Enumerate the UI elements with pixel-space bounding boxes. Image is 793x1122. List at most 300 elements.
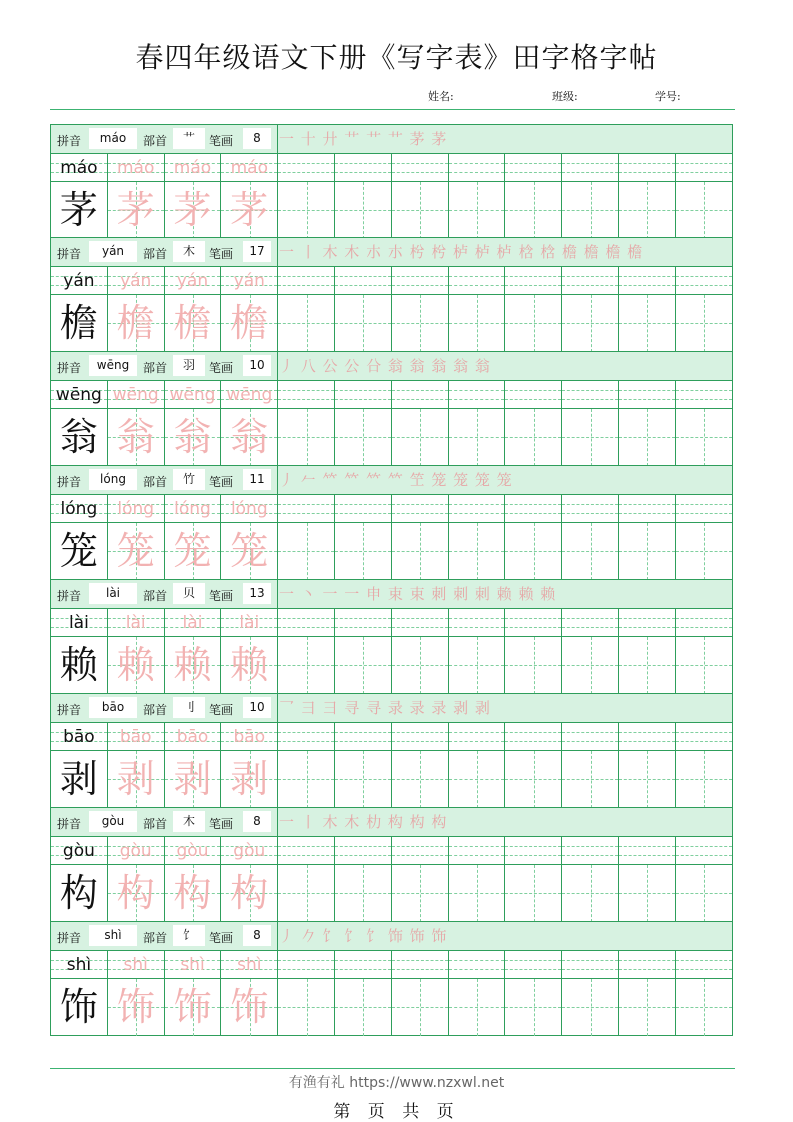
stroke-order-sequence: 一 丨 木 木 朸 构 构 构 (279, 813, 448, 831)
pinyin-cell (619, 495, 676, 522)
pinyin-cell (221, 723, 278, 750)
pinyin-practice-row (51, 837, 732, 865)
character-practice-row (51, 523, 732, 580)
character-practice-row (51, 979, 732, 1036)
pinyin-trace: lóng (117, 499, 155, 519)
radical-value: 刂 (173, 697, 205, 718)
pinyin-cell (165, 951, 222, 978)
character-trace: 构 (230, 871, 269, 915)
pinyin-cell (108, 381, 165, 408)
tian-grid-cell (335, 865, 392, 922)
tian-grid-cell (278, 751, 335, 808)
tian-grid-cell (278, 523, 335, 580)
pinyin-cell (392, 154, 449, 181)
tian-grid-cell (449, 751, 506, 808)
character-block (50, 580, 733, 694)
pinyin-cell (278, 495, 335, 522)
pinyin-trace: wēng (226, 385, 273, 405)
footer-site: 有渔有礼 https://www.nzxwl.net (288, 1075, 505, 1091)
character-model: 赖 (59, 643, 98, 687)
pinyin-value: shì (89, 925, 137, 946)
character-practice-row (51, 751, 732, 808)
pinyin-cell (335, 267, 392, 294)
stroke-count-value: 8 (243, 925, 271, 946)
tian-grid-cell (619, 751, 676, 808)
pinyin-trace: wēng (169, 385, 216, 405)
character-model: 剥 (59, 757, 98, 801)
tian-grid-cell (278, 979, 335, 1036)
tian-grid-cell (392, 637, 449, 694)
pinyin-trace: lài (182, 613, 203, 633)
pinyin-label: 拼音 (57, 589, 82, 603)
pinyin-cell (505, 154, 562, 181)
pinyin-cell (505, 837, 562, 864)
tian-grid-cell (505, 979, 562, 1036)
character-model-cell (51, 979, 108, 1036)
pinyin-label: 拼音 (57, 361, 82, 375)
tian-grid-cell (221, 523, 278, 580)
pinyin-cell (562, 837, 619, 864)
info-separator (277, 808, 278, 836)
pinyin-cell (562, 951, 619, 978)
character-trace: 赖 (116, 643, 155, 687)
pinyin-trace: lài (125, 613, 146, 633)
tian-grid-cell (505, 751, 562, 808)
pinyin-cell (165, 381, 222, 408)
pinyin-model: lài (68, 613, 89, 633)
character-model: 构 (59, 871, 98, 915)
radical-label: 部首 (143, 817, 168, 831)
pinyin-cell (562, 154, 619, 181)
tian-grid-cell (562, 523, 619, 580)
tian-grid-cell (562, 637, 619, 694)
pinyin-cell (619, 267, 676, 294)
tian-grid-cell (278, 182, 335, 239)
character-model: 笼 (59, 529, 98, 573)
stroke-count-value: 13 (243, 583, 271, 604)
info-separator (277, 922, 278, 950)
class-label: 班级: (552, 90, 578, 103)
pinyin-model: bāo (63, 727, 95, 747)
character-practice-row (51, 865, 732, 922)
tian-grid-cell (278, 295, 335, 352)
pinyin-cell (392, 609, 449, 636)
pinyin-cell (505, 951, 562, 978)
pinyin-cell (505, 723, 562, 750)
pinyin-trace: gòu (233, 841, 266, 861)
pinyin-cell (562, 495, 619, 522)
pinyin-cell (165, 837, 222, 864)
pinyin-cell (108, 609, 165, 636)
tian-grid-cell (335, 751, 392, 808)
character-model: 饰 (59, 985, 98, 1029)
stroke-order-sequence: 丿 𠂊 饣 饣 饣 饰 饰 饰 (279, 927, 448, 945)
tian-grid-cell (676, 409, 733, 466)
stroke-order-sequence: 一 丨 木 木 朩 朩 枍 枍 栌 栌 栌 梒 梒 檐 檐 檐 檐 (279, 243, 644, 261)
pinyin-trace: gòu (119, 841, 152, 861)
tian-grid-cell (505, 409, 562, 466)
pinyin-practice-row (51, 381, 732, 409)
pinyin-cell (619, 951, 676, 978)
pinyin-cell (676, 951, 733, 978)
tian-grid-cell (562, 409, 619, 466)
character-trace: 剥 (173, 757, 212, 801)
tian-grid-cell (676, 751, 733, 808)
tian-grid-cell (392, 523, 449, 580)
pinyin-model-cell (51, 495, 108, 522)
character-info-bar (51, 694, 732, 723)
pinyin-cell (676, 609, 733, 636)
tian-grid-cell (335, 409, 392, 466)
tian-grid-cell (676, 182, 733, 239)
pinyin-value: lóng (89, 469, 137, 490)
student-info-row (0, 88, 793, 108)
character-trace: 檐 (230, 301, 269, 345)
tian-grid-cell (449, 409, 506, 466)
pinyin-trace: shì (180, 955, 205, 975)
pinyin-cell (392, 951, 449, 978)
character-trace: 笼 (230, 529, 269, 573)
tian-grid-cell (221, 751, 278, 808)
character-trace: 翁 (116, 415, 155, 459)
tian-grid-cell (165, 979, 222, 1036)
stroke-count-value: 8 (243, 128, 271, 149)
info-separator (277, 694, 278, 722)
pinyin-label: 拼音 (57, 134, 82, 148)
tian-grid-cell (335, 637, 392, 694)
pinyin-cell (562, 723, 619, 750)
pinyin-cell (505, 381, 562, 408)
pinyin-value: yán (89, 241, 137, 262)
tian-grid-cell (108, 979, 165, 1036)
stroke-count-label: 笔画 (209, 361, 234, 375)
radical-label: 部首 (143, 247, 168, 261)
pinyin-cell (676, 723, 733, 750)
tian-grid-cell (505, 637, 562, 694)
stroke-count-label: 笔画 (209, 134, 234, 148)
stroke-count-value: 10 (243, 697, 271, 718)
character-model-cell (51, 409, 108, 466)
tian-grid-cell (165, 751, 222, 808)
pinyin-trace: lóng (230, 499, 268, 519)
pinyin-trace: bāo (176, 727, 209, 747)
pinyin-trace: lóng (174, 499, 211, 519)
pinyin-practice-row (51, 154, 732, 182)
tian-grid-cell (619, 637, 676, 694)
pinyin-model: lóng (60, 499, 98, 519)
header-divider (50, 109, 735, 110)
tian-grid-cell (165, 637, 222, 694)
info-separator (277, 352, 278, 380)
tian-grid-cell (619, 295, 676, 352)
character-practice-row (51, 295, 732, 352)
pinyin-cell (619, 723, 676, 750)
tian-grid-cell (108, 409, 165, 466)
stroke-count-label: 笔画 (209, 475, 234, 489)
character-info-bar (51, 808, 732, 837)
pinyin-cell (392, 381, 449, 408)
character-block (50, 466, 733, 580)
pinyin-cell (676, 495, 733, 522)
tian-grid-cell (392, 979, 449, 1036)
pinyin-cell (449, 495, 506, 522)
pinyin-cell (165, 723, 222, 750)
character-model-cell (51, 295, 108, 352)
character-practice-row (51, 637, 732, 694)
tian-grid-cell (562, 295, 619, 352)
pinyin-cell (449, 267, 506, 294)
pinyin-cell (108, 951, 165, 978)
radical-value: 饣 (173, 925, 205, 946)
pinyin-cell (449, 951, 506, 978)
pinyin-cell (562, 609, 619, 636)
tian-grid-cell (619, 865, 676, 922)
pinyin-cell (221, 267, 278, 294)
pinyin-model-cell (51, 609, 108, 636)
character-trace: 翁 (173, 415, 212, 459)
pinyin-practice-row (51, 495, 732, 523)
pinyin-cell (619, 381, 676, 408)
pinyin-cell (108, 495, 165, 522)
character-practice-row (51, 182, 732, 239)
info-separator (277, 125, 278, 153)
pinyin-cell (392, 267, 449, 294)
character-model-cell (51, 865, 108, 922)
pinyin-model-cell (51, 381, 108, 408)
pinyin-cell (449, 609, 506, 636)
pinyin-cell (221, 609, 278, 636)
tian-grid-cell (562, 182, 619, 239)
pinyin-cell (278, 267, 335, 294)
pinyin-cell (392, 837, 449, 864)
character-model: 檐 (59, 301, 98, 345)
info-separator (277, 580, 278, 608)
tian-grid-cell (619, 979, 676, 1036)
pinyin-model-cell (51, 154, 108, 181)
tian-grid-cell (676, 637, 733, 694)
pinyin-cell (619, 837, 676, 864)
tian-grid-cell (562, 751, 619, 808)
tian-grid-cell (221, 295, 278, 352)
tian-grid-cell (221, 979, 278, 1036)
tian-grid-cell (449, 523, 506, 580)
pinyin-model: gòu (62, 841, 95, 861)
character-trace: 饰 (173, 985, 212, 1029)
stroke-count-label: 笔画 (209, 589, 234, 603)
pinyin-cell (108, 267, 165, 294)
character-practice-row (51, 409, 732, 466)
tian-grid-cell (221, 182, 278, 239)
radical-label: 部首 (143, 589, 168, 603)
pinyin-cell (278, 609, 335, 636)
pinyin-trace: máo (230, 158, 268, 178)
character-trace: 笼 (116, 529, 155, 573)
pinyin-cell (221, 951, 278, 978)
pinyin-trace: shì (123, 955, 148, 975)
character-info-bar (51, 922, 732, 951)
stroke-order-sequence: 丿 八 公 公 㕣 翁 翁 翁 翁 翁 (279, 357, 491, 375)
tian-grid-cell (676, 295, 733, 352)
pinyin-model: wēng (55, 385, 102, 405)
tian-grid-cell (676, 523, 733, 580)
pinyin-cell (335, 951, 392, 978)
pinyin-cell (335, 609, 392, 636)
tian-grid-cell (221, 409, 278, 466)
radical-value: 羽 (173, 355, 205, 376)
pinyin-cell (619, 609, 676, 636)
character-block (50, 238, 733, 352)
stroke-count-label: 笔画 (209, 703, 234, 717)
tian-grid-cell (165, 865, 222, 922)
tian-grid-cell (562, 979, 619, 1036)
pinyin-value: gòu (89, 811, 137, 832)
stroke-order-sequence: 丿 𠂉 𥫗 𥫗 𥫗 𥫗 笁 笼 笼 笼 笼 (279, 471, 513, 489)
pinyin-trace: lài (239, 613, 260, 633)
character-trace: 翁 (230, 415, 269, 459)
stroke-count-value: 10 (243, 355, 271, 376)
pinyin-model-cell (51, 837, 108, 864)
pinyin-value: wēng (89, 355, 137, 376)
radical-label: 部首 (143, 361, 168, 375)
pinyin-cell (278, 723, 335, 750)
tian-grid-cell (221, 637, 278, 694)
tian-grid-cell (108, 751, 165, 808)
radical-value: 艹 (173, 128, 205, 149)
tian-grid-cell (108, 523, 165, 580)
stroke-order-sequence: 乛 彐 彐 寻 寻 录 录 录 剥 剥 (279, 699, 491, 717)
tian-grid-cell (619, 409, 676, 466)
stroke-count-value: 17 (243, 241, 271, 262)
tian-grid-cell (505, 865, 562, 922)
pinyin-trace: máo (173, 158, 212, 178)
pinyin-cell (278, 837, 335, 864)
stroke-count-label: 笔画 (209, 817, 234, 831)
character-info-bar (51, 125, 732, 154)
character-block (50, 922, 733, 1036)
tian-grid-cell (335, 979, 392, 1036)
character-model: 茅 (59, 188, 98, 232)
tian-grid-cell (449, 637, 506, 694)
pinyin-practice-row (51, 951, 732, 979)
pinyin-cell (335, 837, 392, 864)
pinyin-model: yán (63, 271, 95, 291)
character-trace: 剥 (116, 757, 155, 801)
character-model-cell (51, 523, 108, 580)
pinyin-trace: yán (176, 271, 209, 291)
name-label: 姓名: (428, 90, 454, 103)
pinyin-trace: máo (117, 158, 155, 178)
pinyin-cell (108, 723, 165, 750)
pinyin-label: 拼音 (57, 247, 82, 261)
pinyin-cell (449, 723, 506, 750)
tian-grid-cell (505, 295, 562, 352)
pinyin-label: 拼音 (57, 703, 82, 717)
pinyin-cell (562, 381, 619, 408)
tian-grid-cell (505, 523, 562, 580)
tian-grid-cell (562, 865, 619, 922)
tian-grid-cell (108, 865, 165, 922)
pinyin-cell (165, 154, 222, 181)
character-trace: 剥 (230, 757, 269, 801)
tian-grid-cell (165, 182, 222, 239)
pinyin-cell (676, 267, 733, 294)
character-trace: 檐 (116, 301, 155, 345)
tian-grid-cell (335, 182, 392, 239)
pinyin-value: máo (89, 128, 137, 149)
pinyin-cell (449, 837, 506, 864)
pinyin-model-cell (51, 267, 108, 294)
character-trace: 构 (173, 871, 212, 915)
tian-grid-cell (278, 865, 335, 922)
tian-grid-cell (505, 182, 562, 239)
tian-grid-cell (108, 295, 165, 352)
pinyin-value: lài (89, 583, 137, 604)
pinyin-label: 拼音 (57, 931, 82, 945)
pinyin-model: máo (60, 158, 98, 178)
character-info-bar (51, 352, 732, 381)
footer-divider (50, 1068, 735, 1069)
tian-grid-cell (392, 409, 449, 466)
practice-sheet (50, 124, 733, 1040)
radical-label: 部首 (143, 134, 168, 148)
pinyin-model-cell (51, 951, 108, 978)
pinyin-cell (278, 381, 335, 408)
tian-grid-cell (449, 979, 506, 1036)
pinyin-cell (619, 154, 676, 181)
pinyin-cell (505, 267, 562, 294)
pinyin-trace: wēng (112, 385, 159, 405)
pinyin-cell (335, 723, 392, 750)
pinyin-cell (449, 154, 506, 181)
tian-grid-cell (619, 523, 676, 580)
tian-grid-cell (392, 182, 449, 239)
pinyin-model: shì (66, 955, 92, 975)
pinyin-trace: gòu (176, 841, 209, 861)
footer-page-number: 第 页 共 页 (333, 1102, 460, 1122)
page-title: 春四年级语文下册《写字表》田字格字帖 (135, 41, 658, 74)
pinyin-cell (165, 495, 222, 522)
info-separator (277, 466, 278, 494)
character-block (50, 808, 733, 922)
radical-value: 木 (173, 811, 205, 832)
pinyin-cell (108, 154, 165, 181)
character-trace: 茅 (116, 188, 155, 232)
pinyin-trace: yán (120, 271, 152, 291)
tian-grid-cell (165, 523, 222, 580)
character-trace: 赖 (230, 643, 269, 687)
tian-grid-cell (278, 637, 335, 694)
pinyin-cell (676, 381, 733, 408)
pinyin-cell (562, 267, 619, 294)
pinyin-cell (392, 495, 449, 522)
pinyin-cell (108, 837, 165, 864)
radical-value: 木 (173, 241, 205, 262)
character-trace: 赖 (173, 643, 212, 687)
pinyin-trace: yán (233, 271, 265, 291)
tian-grid-cell (221, 865, 278, 922)
tian-grid-cell (165, 409, 222, 466)
character-block (50, 694, 733, 808)
character-info-bar (51, 580, 732, 609)
character-trace: 构 (116, 871, 155, 915)
info-separator (277, 238, 278, 266)
radical-label: 部首 (143, 703, 168, 717)
radical-label: 部首 (143, 931, 168, 945)
pinyin-trace: bāo (119, 727, 152, 747)
tian-grid-cell (108, 637, 165, 694)
pinyin-cell (449, 381, 506, 408)
tian-grid-cell (392, 751, 449, 808)
